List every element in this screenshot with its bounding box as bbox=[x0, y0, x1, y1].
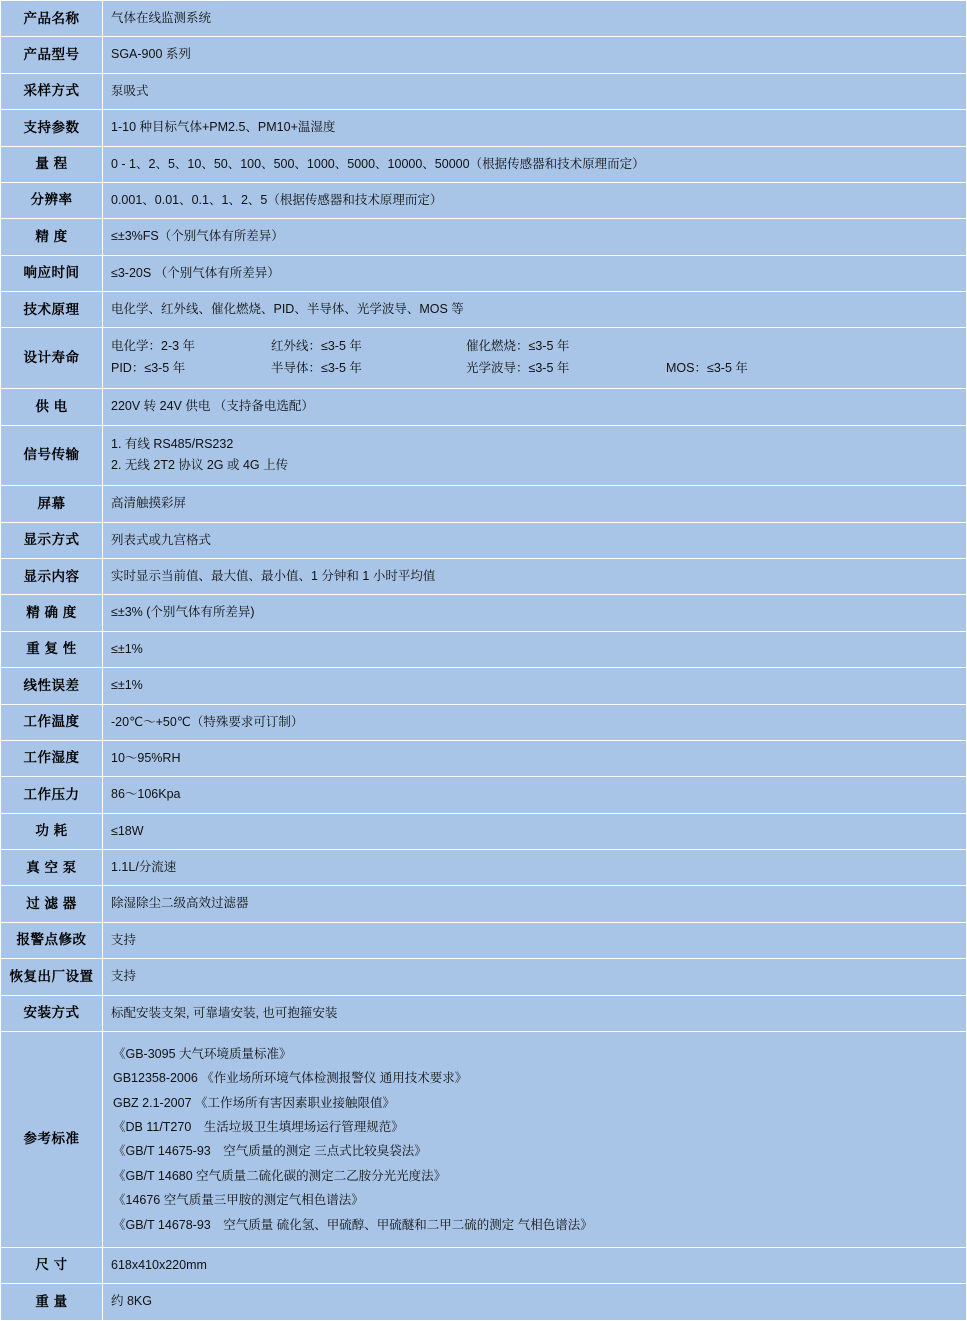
table-row bbox=[1, 1031, 967, 1247]
table-row bbox=[1, 740, 967, 776]
standard-line: 《14676 空气质量三甲胺的测定气相色谱法》 bbox=[113, 1193, 364, 1208]
spec-label: 参考标准 bbox=[1, 1031, 103, 1247]
standard-line: 《GB/T 14678-93 空气质量 硫化氢、甲硫醇、甲硫醚和二甲二硫的测定 气相色谱法》 bbox=[113, 1217, 593, 1232]
standard-line: GB12358-2006 《作业场所环境气体检测报警仪 通用技术要求》 bbox=[113, 1071, 468, 1086]
spec-value: -20℃～+50℃（特殊要求可订制） bbox=[103, 704, 967, 740]
table-row bbox=[1, 595, 967, 631]
spec-value: 高清触摸彩屏 bbox=[103, 486, 967, 522]
spec-table-body bbox=[1, 1, 967, 1321]
spec-label: 显示方式 bbox=[1, 522, 103, 558]
spec-value: 支持 bbox=[103, 922, 967, 958]
spec-label: 线性误差 bbox=[1, 668, 103, 704]
table-row bbox=[1, 73, 967, 109]
spec-label: 工作温度 bbox=[1, 704, 103, 740]
spec-value: 220V 转 24V 供电 （支持备电选配） bbox=[103, 389, 967, 425]
spec-label: 尺 寸 bbox=[1, 1247, 103, 1283]
table-row bbox=[1, 1284, 967, 1320]
spec-value: 电化学、红外线、催化燃烧、PID、半导体、光学波导、MOS 等 bbox=[103, 292, 967, 328]
spec-label: 量 程 bbox=[1, 146, 103, 182]
spec-label: 报警点修改 bbox=[1, 922, 103, 958]
table-row bbox=[1, 1247, 967, 1283]
table-row bbox=[1, 959, 967, 995]
lifespan-row bbox=[111, 336, 966, 358]
spec-value: 0.001、0.01、0.1、1、2、5（根据传感器和技术原理而定） bbox=[103, 182, 967, 218]
table-row bbox=[1, 668, 967, 704]
standard-line: 《DB 11/T270 生活垃圾卫生填埋场运行管理规范》 bbox=[113, 1120, 404, 1134]
lifespan-cell: 半导体：≤3-5 年 bbox=[271, 361, 362, 376]
table-row bbox=[1, 37, 967, 73]
spec-value: 实时显示当前值、最大值、最小值、1 分钟和 1 小时平均值 bbox=[103, 559, 967, 595]
lifespan-cell: MOS：≤3-5 年 bbox=[666, 361, 748, 376]
spec-label: 过 滤 器 bbox=[1, 886, 103, 922]
lifespan-cell: 红外线：≤3-5 年 bbox=[271, 339, 362, 354]
spec-value: 气体在线监测系统 bbox=[103, 1, 967, 37]
spec-label: 工作压力 bbox=[1, 777, 103, 813]
table-row bbox=[1, 486, 967, 522]
spec-label: 产品名称 bbox=[1, 1, 103, 37]
spec-value: 列表式或九宫格式 bbox=[103, 522, 967, 558]
spec-value-line: 1. 有线 RS485/RS232 bbox=[111, 436, 234, 451]
standard-line: GBZ 2.1-2007 《工作场所有害因素职业接触限值》 bbox=[113, 1095, 395, 1110]
table-row bbox=[1, 146, 967, 182]
table-row bbox=[1, 522, 967, 558]
spec-value: ≤±3%FS（个别气体有所差异） bbox=[103, 219, 967, 255]
table-row bbox=[1, 328, 967, 389]
spec-value: 支持 bbox=[103, 959, 967, 995]
spec-value: 除湿除尘二级高效过滤器 bbox=[103, 886, 967, 922]
spec-label: 恢复出厂设置 bbox=[1, 959, 103, 995]
spec-value: 86～106Kpa bbox=[103, 777, 967, 813]
spec-value: 618x410x220mm bbox=[103, 1247, 967, 1283]
standard-line: 《GB/T 14675-93 空气质量的测定 三点式比较臭袋法》 bbox=[113, 1144, 427, 1159]
spec-value: 泵吸式 bbox=[103, 73, 967, 109]
spec-value: ≤±3% (个别气体有所差异) bbox=[103, 595, 967, 631]
table-row bbox=[1, 389, 967, 425]
lifespan-cell: 电化学：2-3 年 bbox=[111, 339, 196, 354]
spec-value-line: 2. 无线 2T2 协议 2G 或 4G 上传 bbox=[111, 458, 289, 473]
spec-label: 安装方式 bbox=[1, 995, 103, 1031]
spec-label: 显示内容 bbox=[1, 559, 103, 595]
standard-line: 《GB-3095 大气环境质量标准》 bbox=[113, 1046, 292, 1061]
table-row bbox=[1, 1, 967, 37]
spec-label: 设计寿命 bbox=[1, 328, 103, 389]
spec-label: 技术原理 bbox=[1, 292, 103, 328]
table-row bbox=[1, 704, 967, 740]
table-row bbox=[1, 292, 967, 328]
spec-label: 精 确 度 bbox=[1, 595, 103, 631]
spec-value: ≤18W bbox=[103, 813, 967, 849]
spec-value: ≤±1% bbox=[103, 631, 967, 667]
spec-label: 屏幕 bbox=[1, 486, 103, 522]
lifespan-cell: PID：≤3-5 年 bbox=[111, 361, 186, 376]
spec-label: 重 量 bbox=[1, 1284, 103, 1320]
spec-label: 采样方式 bbox=[1, 73, 103, 109]
table-row bbox=[1, 631, 967, 667]
table-row bbox=[1, 777, 967, 813]
table-row bbox=[1, 813, 967, 849]
lifespan-row bbox=[111, 358, 966, 380]
spec-label: 精 度 bbox=[1, 219, 103, 255]
table-row bbox=[1, 255, 967, 291]
spec-value: 约 8KG bbox=[103, 1284, 967, 1320]
table-row bbox=[1, 219, 967, 255]
spec-label: 供 电 bbox=[1, 389, 103, 425]
lifespan-cell: 催化燃烧：≤3-5 年 bbox=[466, 339, 570, 354]
table-row bbox=[1, 559, 967, 595]
table-row bbox=[1, 425, 967, 486]
table-row bbox=[1, 922, 967, 958]
spec-label: 工作湿度 bbox=[1, 740, 103, 776]
table-row bbox=[1, 182, 967, 218]
spec-label: 响应时间 bbox=[1, 255, 103, 291]
lifespan-grid bbox=[111, 336, 966, 380]
spec-label: 信号传输 bbox=[1, 425, 103, 486]
spec-label: 支持参数 bbox=[1, 110, 103, 146]
table-row bbox=[1, 850, 967, 886]
spec-value bbox=[103, 1031, 967, 1247]
spec-value: 标配安装支架, 可靠墙安装, 也可抱箍安装 bbox=[103, 995, 967, 1031]
spec-value: SGA-900 系列 bbox=[103, 37, 967, 73]
spec-value bbox=[103, 425, 967, 486]
spec-label: 功 耗 bbox=[1, 813, 103, 849]
spec-value: 0 - 1、2、5、10、50、100、500、1000、5000、10000、50000（根据传感器和技术原理而定） bbox=[103, 146, 967, 182]
spec-label: 真 空 泵 bbox=[1, 850, 103, 886]
spec-value: ≤±1% bbox=[103, 668, 967, 704]
table-row bbox=[1, 886, 967, 922]
spec-label: 重 复 性 bbox=[1, 631, 103, 667]
standard-line: 《GB/T 14680 空气质量二硫化碳的测定二乙胺分光光度法》 bbox=[113, 1168, 447, 1183]
spec-value bbox=[103, 328, 967, 389]
lifespan-cell bbox=[666, 336, 826, 358]
spec-value: 1.1L/分流速 bbox=[103, 850, 967, 886]
spec-label: 分辨率 bbox=[1, 182, 103, 218]
spec-value: 10～95%RH bbox=[103, 740, 967, 776]
table-row bbox=[1, 995, 967, 1031]
spec-label: 产品型号 bbox=[1, 37, 103, 73]
spec-value: 1-10 种目标气体+PM2.5、PM10+温湿度 bbox=[103, 110, 967, 146]
table-row bbox=[1, 110, 967, 146]
lifespan-cell: 光学波导：≤3-5 年 bbox=[466, 361, 570, 376]
spec-value: ≤3-20S （个别气体有所差异） bbox=[103, 255, 967, 291]
